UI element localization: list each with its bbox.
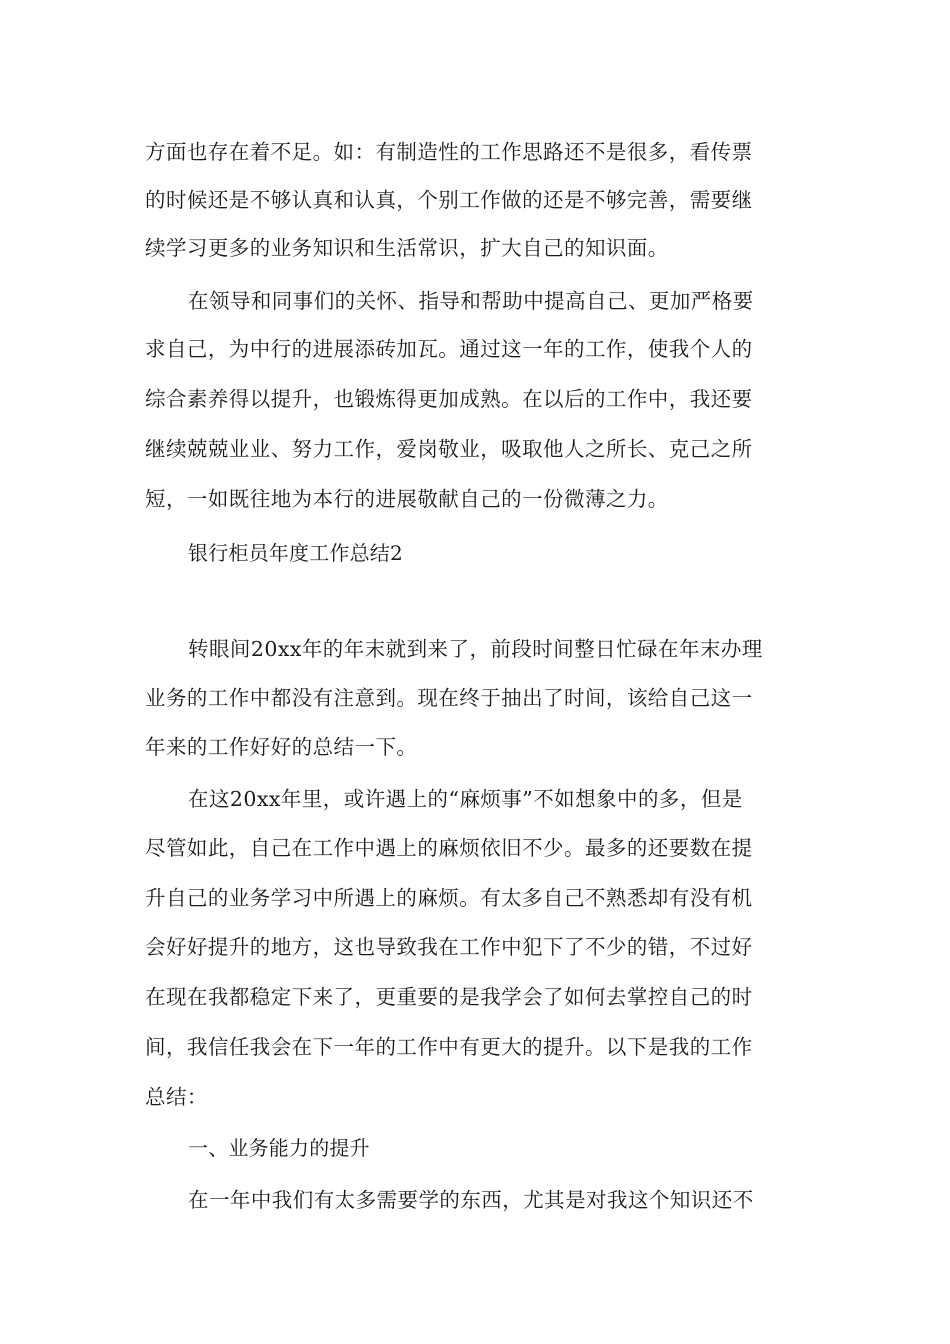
paragraph-line: 在一年中我们有太多需要学的东西，尤其是对我这个知识还不 [188, 1188, 754, 1212]
paragraph-line: 会好好提升的地方，这也导致我在工作中犯下了不少的错，不过好 [145, 935, 753, 959]
paragraph-line: 在领导和同事们的关怀、指导和帮助中提高自己、更加严格要 [188, 289, 754, 313]
paragraph-line: 总结： [145, 1085, 208, 1109]
paragraph-line: 短，一如既往地为本行的进展敬献自己的一份微薄之力。 [145, 487, 669, 511]
paragraph-line: 继续兢兢业业、努力工作，爱岗敬业，吸取他人之所长、克己之所 [145, 437, 753, 461]
section-heading: 一、业务能力的提升 [188, 1136, 370, 1160]
paragraph-line: 的时候还是不够认真和认真，个别工作做的还是不够完善，需要继 [145, 188, 753, 212]
paragraph-line: 方面也存在着不足。如：有制造性的工作思路还不是很多，看传票 [145, 140, 753, 164]
paragraph-line: 尽管如此，自己在工作中遇上的麻烦依旧不少。最多的还要数在提 [145, 836, 753, 860]
paragraph-line: 年来的工作好好的总结一下。 [145, 735, 418, 759]
paragraph-line: 在这20xx年里，或许遇上的“麻烦事”不如想象中的多，但是 [188, 787, 743, 811]
paragraph-line: 升自己的业务学习中所遇上的麻烦。有太多自己不熟悉却有没有机 [145, 886, 753, 910]
paragraph-line: 续学习更多的业务知识和生活常识，扩大自己的知识面。 [145, 236, 669, 260]
paragraph-line: 综合素养得以提升，也锻炼得更加成熟。在以后的工作中，我还要 [145, 387, 753, 411]
paragraph-line: 业务的工作中都没有注意到。现在终于抽出了时间，该给自己这一 [145, 686, 753, 710]
paragraph-line: 间，我信任我会在下一年的工作中有更大的提升。以下是我的工作 [145, 1035, 753, 1059]
paragraph-line: 求自己，为中行的进展添砖加瓦。通过这一年的工作，使我个人的 [145, 337, 753, 361]
paragraph-line: 转眼间20xx年的年末就到来了，前段时间整日忙碌在年末办理 [188, 637, 763, 661]
section-title: 银行柜员年度工作总结2 [188, 541, 403, 565]
paragraph-line: 在现在我都稳定下来了，更重要的是我学会了如何去掌控自己的时 [145, 985, 753, 1009]
